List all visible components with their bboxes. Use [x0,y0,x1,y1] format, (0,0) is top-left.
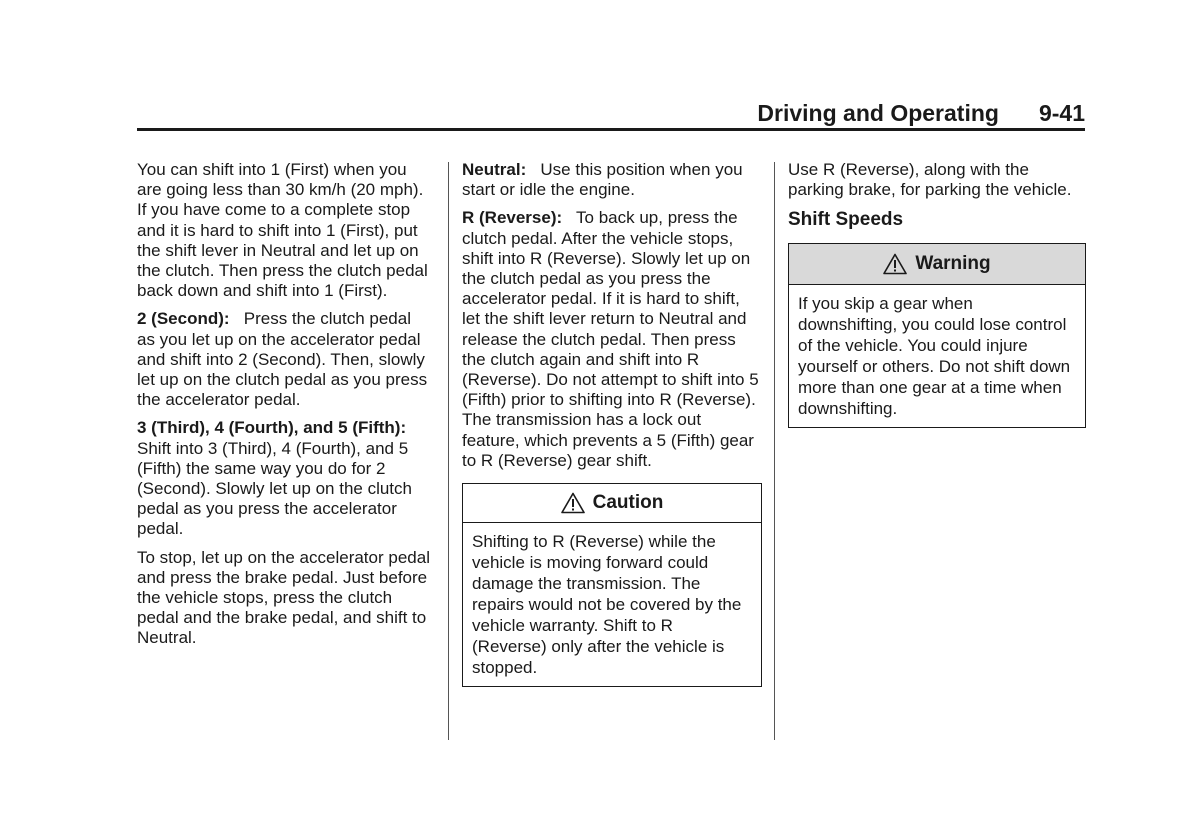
shift-speeds-heading: Shift Speeds [788,209,904,231]
column-divider-1 [448,162,449,740]
header-rule [137,128,1085,131]
warning-triangle-icon [883,253,907,275]
warning-title: Warning [915,252,991,274]
higher-gears-text: Shift into 3 (Third), 4 (Fourth), and 5 (Fifth) the same way you do for 2 (Second). Slowly let up on the clutch pedal as you press the accelerator pedal. [137,438,412,539]
page-header [137,100,1085,127]
column-2 [462,160,762,687]
reverse-paragraph [462,208,762,471]
reverse-text: To back up, press the clutch pedal. After the vehicle stops, shift into R (Reverse). Slowly let up on the clutch pedal as you press the accelerator pedal. If it is hard to shift, let the shift lever return to Neutral and release the clutch pedal. Then press the clutch again and shift into R (Reverse). Do not attempt to shift into 5 (Fifth) prior to shifting into R (Reverse). The transmission has a lock out feature, which prevents a 5 (Fifth) gear to R (Reverse) gear shift. [462,208,759,470]
caution-title: Caution [592,491,664,513]
first-gear-paragraph: You can shift into 1 (First) when you are going less than 30 km/h (20 mph). If you have come to a complete stop and it is hard to shift into 1 (First), put the shift lever in Neutral and let up on the clutch. Then press the clutch pedal back down and shift into 1 (First). [137,160,428,301]
column-3 [788,160,1086,428]
caution-box [462,483,762,687]
column-divider-2 [774,162,775,740]
warning-box [788,243,1086,428]
higher-gears-paragraph [137,418,432,539]
higher-gears-label: 3 (Third), 4 (Fourth), and 5 (Fifth): [137,418,407,438]
warning-triangle-icon [561,492,585,514]
caution-text: Shifting to R (Reverse) while the vehicle is moving forward could damage the transmission. The repairs would not be covered by the vehicle warranty. Shift to R (Reverse) only after the vehicle is stopped. [472,532,742,678]
stopping-paragraph: To stop, let up on the accelerator pedal and press the brake pedal. Just before the vehicle stops, press the clutch pedal and the brake pedal, and shift to Neutral. [137,547,430,648]
section-title: Driving and Operating [757,100,999,126]
reverse-label: R (Reverse): [462,208,563,228]
page-number: 9-41 [1038,100,1085,126]
caution-header [463,484,761,523]
second-gear-text: Press the clutch pedal as you let up on the accelerator pedal and shift into 2 (Second). Then, slowly let up on the clutch pedal as you press the accelerator pedal. [137,309,428,410]
warning-text: If you skip a gear when downshifting, you could lose control of the vehicle. You could injure yourself or others. Do not shift down more than one gear at a time when downshifting. [798,293,1071,418]
neutral-label: Neutral: [462,160,527,179]
warning-header [789,244,1085,285]
second-gear-paragraph [137,309,432,410]
parking-paragraph: Use R (Reverse), along with the parking brake, for parking the vehicle. [788,160,1072,200]
column-1 [137,160,432,657]
neutral-text: Use this position when you start or idle the engine. [462,160,743,200]
neutral-paragraph [462,160,762,200]
second-gear-label: 2 (Second): [137,309,230,329]
